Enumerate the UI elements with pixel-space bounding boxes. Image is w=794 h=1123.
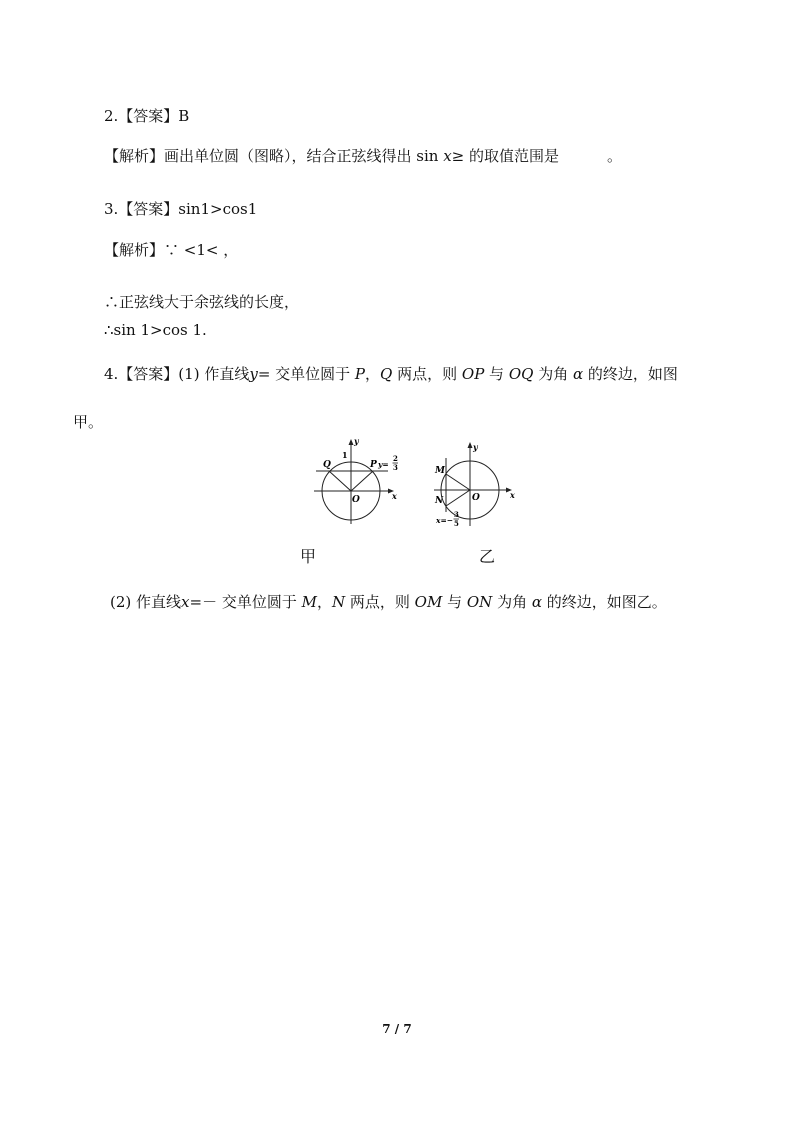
frac-num: 3 — [454, 510, 459, 519]
figure-jia — [314, 436, 404, 526]
q4-part1-cont: 甲。 — [73, 413, 104, 431]
y-arrow — [349, 439, 354, 445]
q3-conclusion-2: ∴sin 1>cos 1. — [104, 321, 207, 339]
label-y: y — [354, 436, 359, 446]
frac-num: 2 — [393, 454, 398, 463]
segment-om — [446, 474, 470, 490]
frac-den: 5 — [454, 519, 459, 528]
q3-answer: 3.【答案】sin1>cos1 — [104, 200, 258, 218]
label-o: O — [352, 495, 360, 505]
y-arrow — [468, 442, 473, 448]
label-m: M — [435, 466, 445, 476]
q4-part1: 4.【答案】(1) 作直线y= 交单位圆于 P，Q 两点，则 OP 与 OQ 为角 α 的终边，如图 — [104, 365, 678, 383]
q2-answer: 2.【答案】B — [104, 107, 190, 125]
frac-den: 3 — [393, 463, 398, 472]
label-p: P — [370, 460, 377, 470]
label-n: N — [435, 496, 444, 506]
label-q: Q — [323, 460, 331, 470]
segment-on — [446, 490, 470, 506]
line-label: x=− — [436, 516, 454, 525]
label-y: y — [473, 442, 478, 452]
q4-part2: (2) 作直线x=－ 交单位圆于 M，N 两点，则 OM 与 ON 为角 α 的终边，如图乙。 — [110, 593, 667, 611]
segment-op — [351, 471, 373, 491]
figure-yi — [430, 440, 520, 530]
caption-jia: 甲 — [300, 547, 317, 566]
label-x: x — [510, 490, 515, 500]
label-x: x — [392, 491, 397, 501]
line-label: y= — [378, 460, 389, 469]
caption-yi: 乙 — [479, 547, 496, 566]
q3-analysis: 【解析】∵ <1< ， — [104, 241, 239, 259]
label-one: 1 — [342, 450, 348, 460]
page-number: 7 / 7 — [382, 1022, 412, 1036]
segment-oq — [329, 471, 351, 491]
q3-conclusion-1: ∴正弦线大于余弦线的长度， — [104, 293, 300, 311]
q2-analysis: 【解析】画出单位圆（图略），结合正弦线得出 sin x≥ 的取值范围是 。 — [104, 147, 623, 165]
label-o: O — [472, 493, 480, 503]
